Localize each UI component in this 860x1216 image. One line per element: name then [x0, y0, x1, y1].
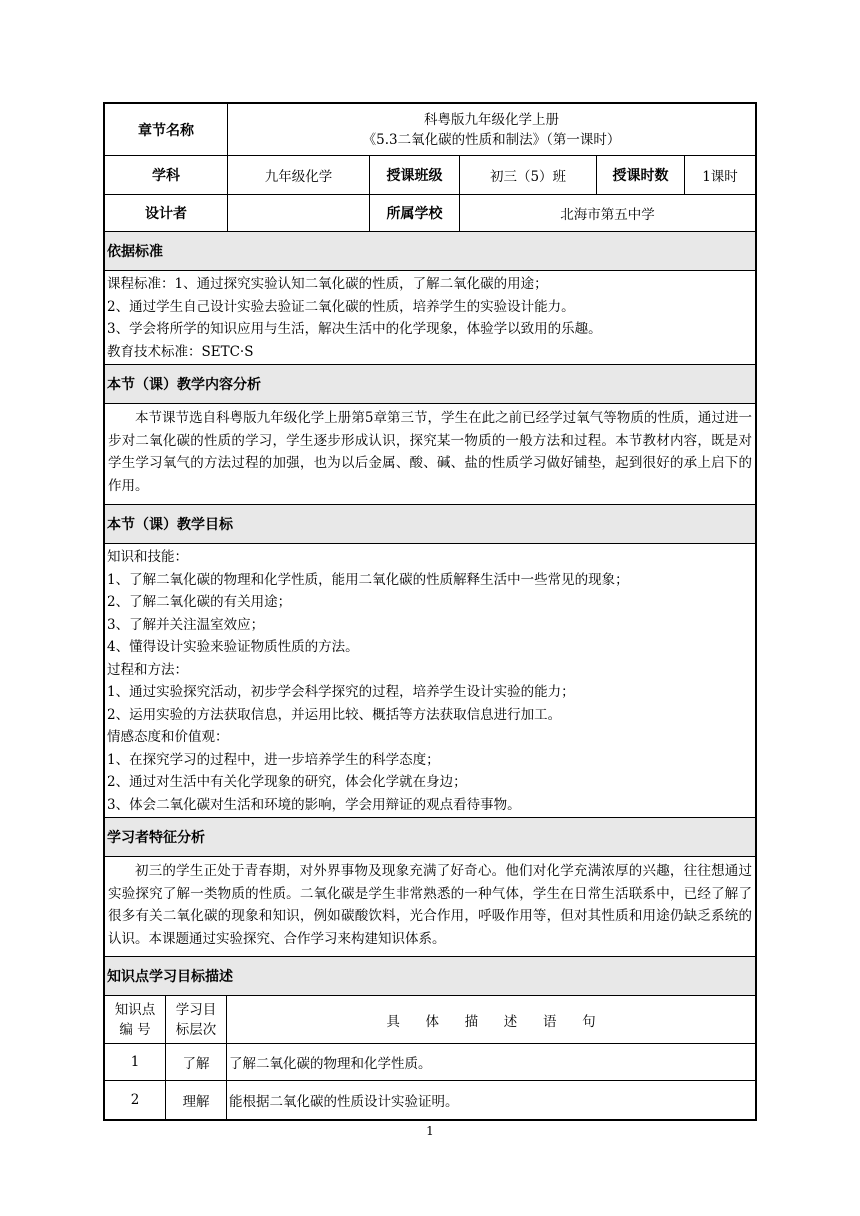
- objectives-line-4: 3、了解并关注温室效应；: [107, 616, 265, 633]
- kp-row-description: 了解二氧化碳的物理和化学性质。: [229, 1056, 432, 1072]
- objectives-line-7: 1、通过实验探究活动，初步学会科学探究的过程，培养学生设计实验的能力；: [107, 684, 575, 700]
- content-analysis-body: [105, 404, 755, 505]
- kp-col-number: [105, 996, 166, 1043]
- designer-value: [228, 195, 370, 231]
- objectives-line-8: 2、运用实验的方法获取信息，并运用比较、概括等方法获取信息进行加工。: [107, 706, 562, 723]
- kp-col-level: [166, 996, 227, 1043]
- lesson-plan-table: [103, 102, 757, 1121]
- knowledge-points-col-header: [105, 996, 755, 1044]
- learner-body: [105, 857, 755, 957]
- hours-value: 1课时: [702, 169, 738, 185]
- chapter-value: [228, 104, 755, 155]
- objectives-line-6: 过程和方法：: [107, 661, 188, 678]
- content-analysis-text: 本节课节选自科粤版九年级化学上册第5章第三节，学生在此之前已经学过氧气等物质的性质，通过进一步对二氧化碳的性质的学习，学生逐步形成认识，探究某一物质的一般方法和过程。本节教材内容，既是对学生学习氧气的方法过程的加强，也为以后金属、酸、碱、盐的性质学习做好铺垫，起到很好的承上启下的作用。: [108, 410, 752, 494]
- subject-label: 学科: [105, 156, 228, 194]
- objectives-line-1: 知识和技能：: [107, 549, 188, 565]
- objectives-line-5: 4、懂得设计实验来验证物质性质的方法。: [107, 639, 359, 655]
- knowledge-points-header: [105, 957, 755, 996]
- objectives-body: [105, 544, 755, 818]
- standards-body: [105, 271, 755, 365]
- chapter-row: [105, 104, 755, 156]
- objectives-title: 本节（课）教学目标: [107, 517, 233, 533]
- knowledge-points-title: 知识点学习目标描述: [107, 969, 233, 985]
- objectives-line-9: 情感态度和价值观：: [107, 729, 229, 745]
- table-row: [105, 1044, 755, 1081]
- page-number: 1: [426, 1124, 434, 1138]
- school-label: 所属学校: [370, 195, 460, 231]
- standards-line-4: 教育技术标准：SETC·S: [107, 343, 254, 360]
- standards-line-3: 3、学会将所学的知识应用与生活，解决生活中的化学现象，体验学以致用的乐趣。: [107, 321, 602, 337]
- kp-row-number: 1: [105, 1044, 166, 1080]
- designer-row: [105, 195, 755, 232]
- standards-line-2: 2、通过学生自己设计实验去验证二氧化碳的性质，培养学生的实验设计能力。: [107, 298, 575, 315]
- kp-row-level: 理解: [166, 1081, 227, 1119]
- kp-col-number-line-2: 编 号: [119, 1021, 151, 1038]
- designer-label: 设计者: [105, 195, 228, 231]
- objectives-line-2: 1、了解二氧化碳的物理和化学性质，能用二氧化碳的性质解释生活中一些常见的现象；: [107, 571, 629, 588]
- table-row: [105, 1081, 755, 1119]
- kp-row-level: 了解: [166, 1044, 227, 1080]
- kp-col-level-line-2: 标层次: [175, 1021, 217, 1038]
- learner-text: 初三的学生正处于青春期，对外界事物及现象充满了好奇心。他们对化学充满浓厚的兴趣，往往想通过实验探究了解一类物质的性质。二氧化碳是学生非常熟悉的一种气体，学生在日常生活联系中，已经了解了很多有关二氧化碳的现象和知识，例如碳酸饮料，光合作用，呼吸作用等，但对其性质和用途仍缺乏系统的认识。本课题通过实验探究、合作学习来构建知识体系。: [108, 863, 752, 947]
- subject-value: 九年级化学: [228, 156, 370, 194]
- objectives-line-10: 1、在探究学习的过程中，进一步培养学生的科学态度；: [107, 751, 440, 768]
- class-value: 初三（5）班: [460, 156, 597, 194]
- kp-col-level-line-1: 学习目: [175, 1001, 217, 1018]
- objectives-line-11: 2、通过对生活中有关化学现象的研究，体会化学就在身边；: [107, 774, 467, 790]
- objectives-line-12: 3、体会二氧化碳对生活和环境的影响，学会用辩证的观点看待事物。: [107, 796, 521, 813]
- kp-col-description: [227, 996, 755, 1043]
- content-analysis-title: 本节（课）教学内容分析: [107, 377, 261, 393]
- kp-col-description-label: 具体描述语句: [386, 1013, 622, 1030]
- kp-row-description: 能根据二氧化碳的性质设计实验证明。: [229, 1094, 459, 1110]
- standards-title: 依据标准: [107, 244, 163, 260]
- objectives-line-3: 2、了解二氧化碳的有关用途；: [107, 594, 292, 610]
- objectives-header: [105, 505, 755, 544]
- content-analysis-header: [105, 365, 755, 404]
- school-value: 北海市第五中学: [560, 207, 655, 223]
- kp-row-number: 2: [105, 1081, 166, 1119]
- standards-header: [105, 232, 755, 271]
- learner-header: [105, 818, 755, 857]
- chapter-line-2: 《5.3二氧化碳的性质和制法》（第一课时）: [362, 131, 621, 148]
- learner-title: 学习者特征分析: [107, 830, 205, 846]
- class-label: 授课班级: [370, 156, 460, 194]
- chapter-label: 章节名称: [105, 104, 228, 155]
- standards-line-1: 课程标准：1、通过探究实验认知二氧化碳的性质，了解二氧化碳的用途；: [107, 276, 548, 292]
- subject-row: [105, 156, 755, 195]
- hours-label: 授课时数: [597, 156, 685, 194]
- chapter-line-1: 科粤版九年级化学上册: [424, 111, 559, 128]
- kp-col-number-line-1: 知识点: [114, 1001, 156, 1018]
